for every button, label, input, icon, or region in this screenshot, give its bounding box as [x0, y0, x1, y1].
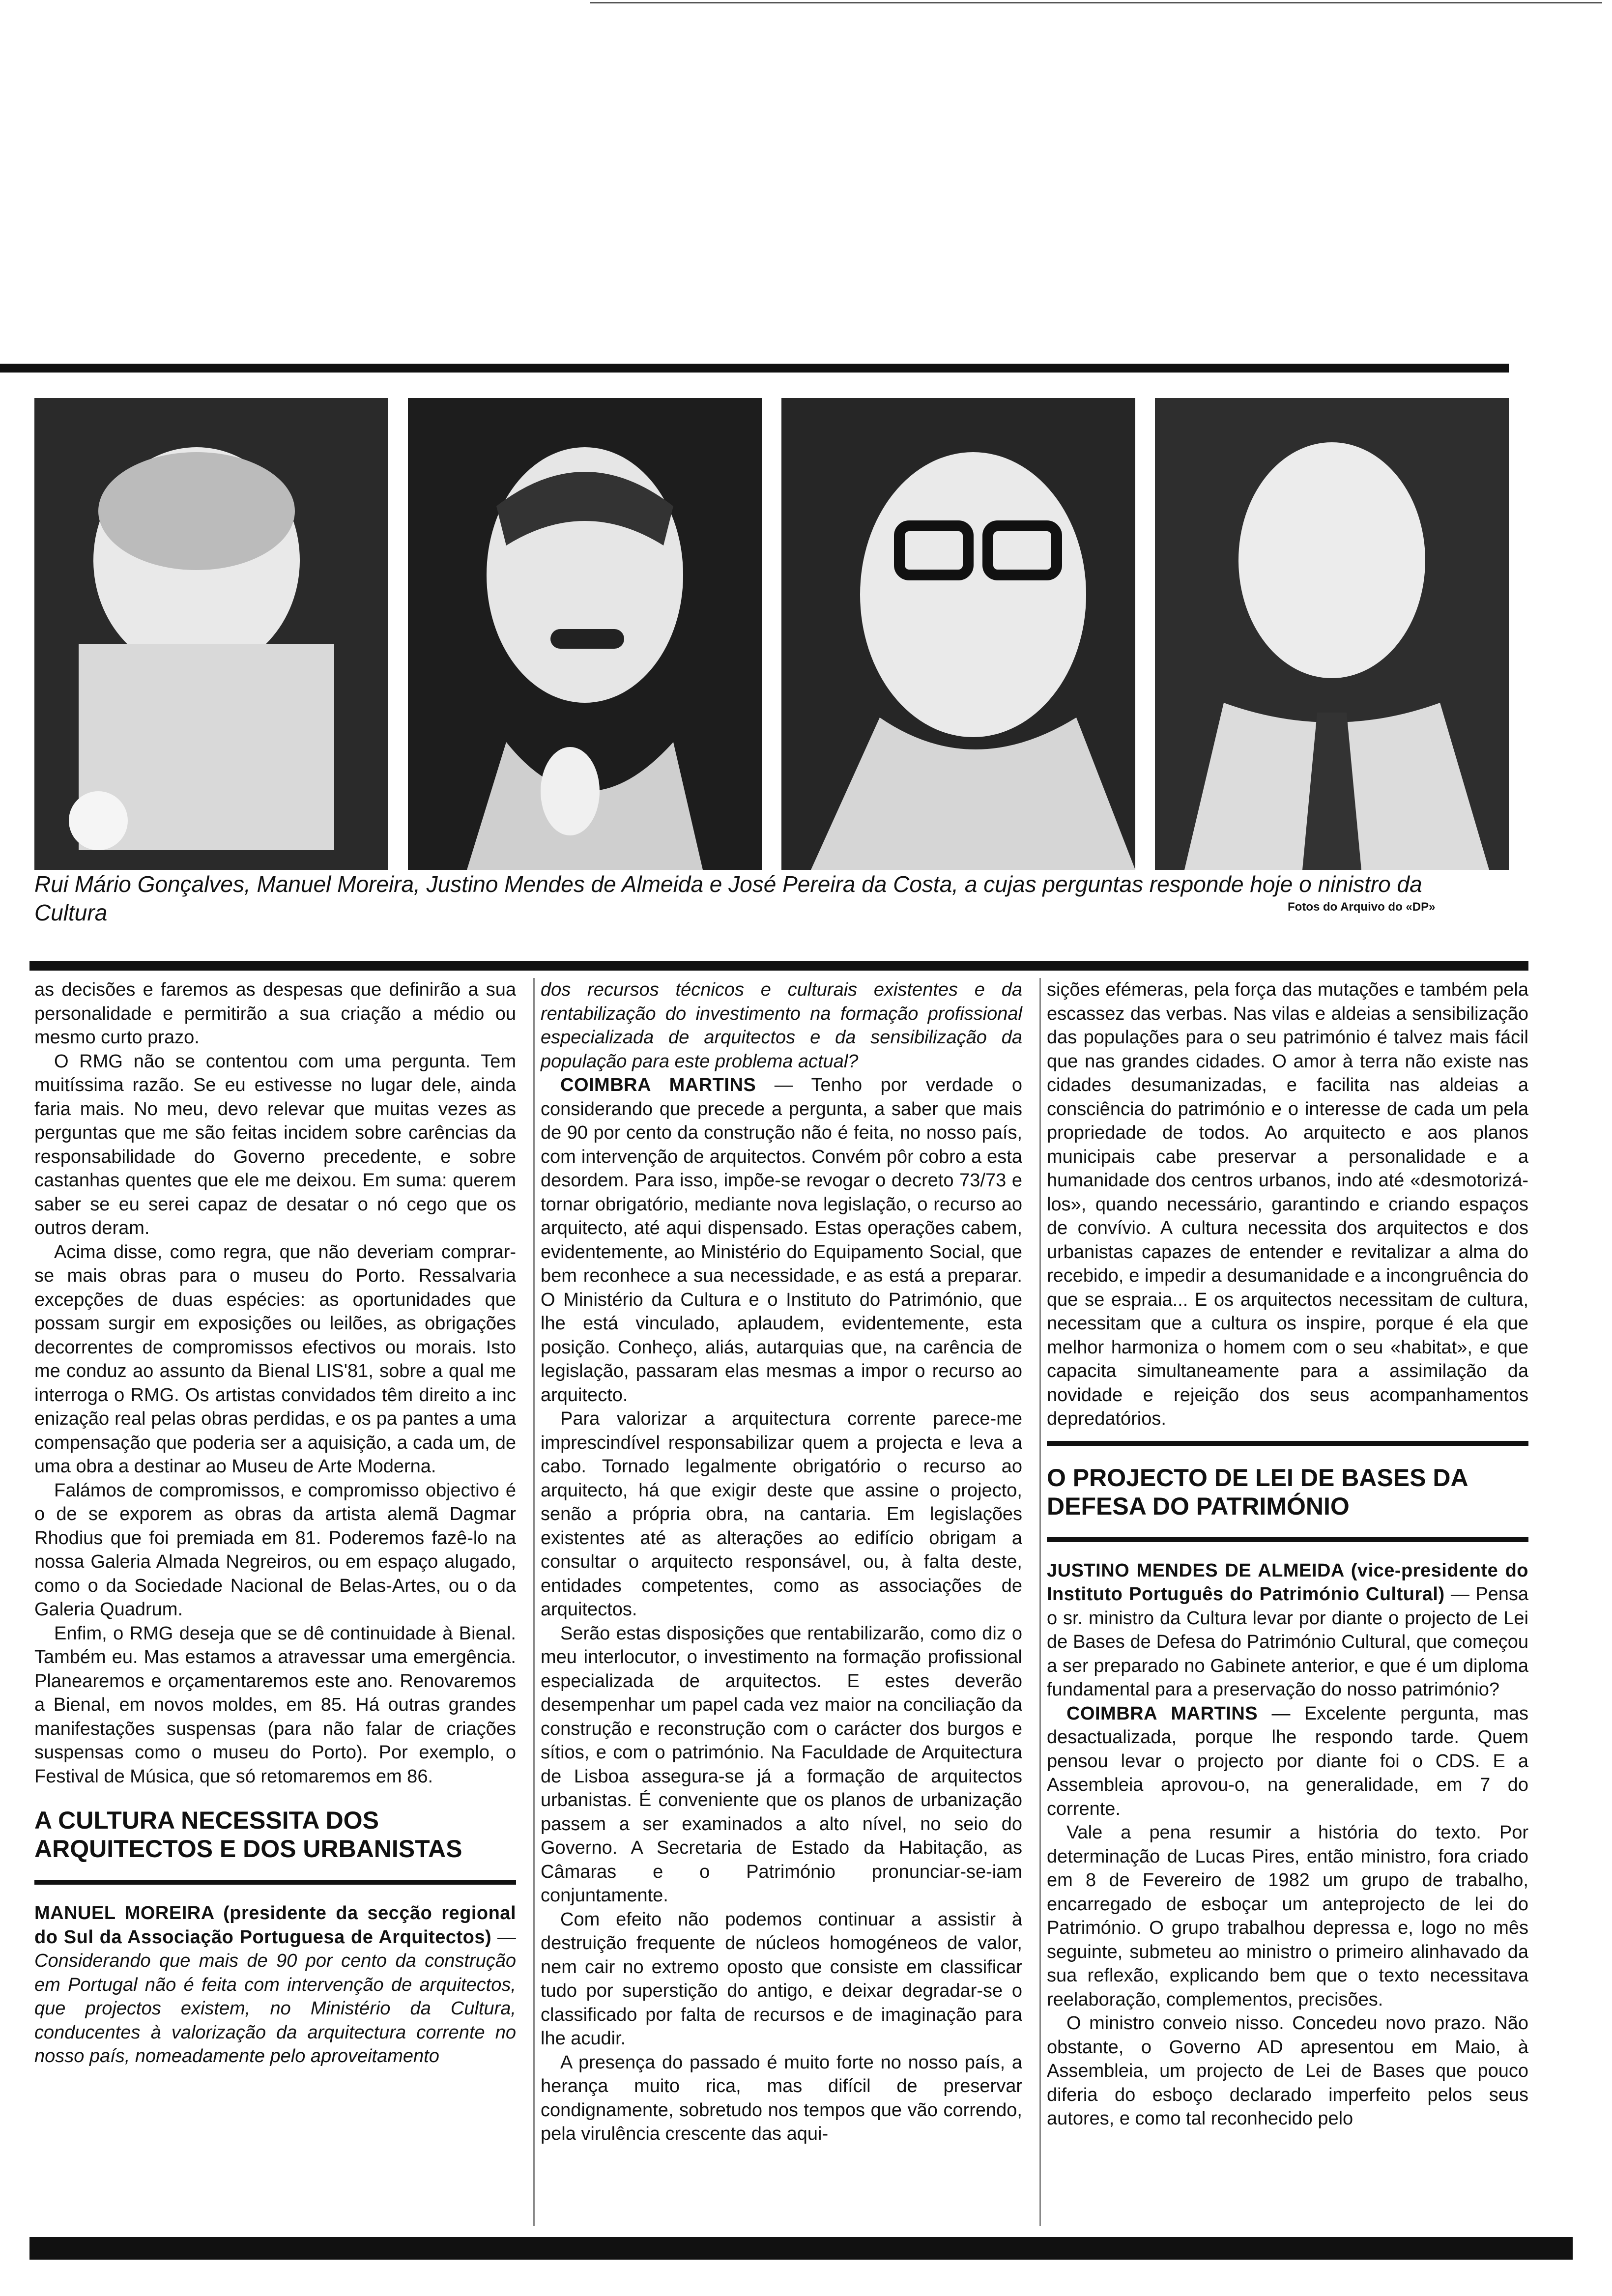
answer-paragraph — [1047, 1702, 1528, 1821]
paragraph: as decisões e faremos as despesas que definirão a sua personalidade e permitirão a sua criação a médio ou mesmo curto prazo. — [34, 979, 516, 1048]
paragraph: Falámos de compromissos, e compromisso objectivo é o de se exporem as obras da artista alemã Dagmar Rhodius que foi premiada em 81. Poderemos fazê-lo na nossa Galeria Almada Negreiros, ou em espaço alugado, como o da Sociedade Nacional de Belas-Artes, ou o da Galeria Quadrum. — [34, 1480, 516, 1620]
paragraph: Para valorizar a arquitectura corrente parece-me imprescindível responsabilizar quem a projecta e leva a cabo. Tornado legalmente obrigatório o recurso ao arquitecto, há que exigir deste que assine o projecto, senão a própria obra, na cantaria. Em legislações existentes até as alterações ao edifício obrigam a consultar o arquitecto responsável, ou, à falta deste, entidades competentes, como as associações de arquitectos. — [541, 1408, 1022, 1620]
question-paragraph — [34, 1901, 516, 2068]
paragraph: A presença do passado é muito forte no nosso país, a herança muito rica, mas difícil de preservar condignamente, sobretudo nos tempos que vão correndo, pela virulência crescente das aqui- — [541, 2052, 1022, 2144]
paragraph: Vale a pena resumir a história do texto. Por determinação de Lucas Pires, então ministro, fora criado em 8 de Fevereiro de 1982 um grupo de trabalho, encarregado de esboçar um anteprojecto de lei do Património. O grupo trabalhou depressa e, logo no mês seguinte, submeteu ao ministro o primeiro alinhavado da sua reflexão, explicando bem que o texto necessitava reelaboração, complementos, precisões. — [1047, 1822, 1528, 2010]
paragraph: O RMG não se contentou com uma pergunta. Tem muitíssima razão. Se eu estivesse no lugar dele, ainda faria mais. No meu, devo relevar que muitas vezes as perguntas que me são feitas incidem sobre carências da responsabilidade do Governo precedente, e sobre castanhas quentes que ele me deixou. Em suma: querem saber se eu serei capaz de desatar o nó cego que os outros deram. — [34, 1051, 516, 1238]
paragraph: Com efeito não podemos continuar a assistir à destruição frequente de núcleos homogéneos de valor, nem cair no extremo oposto que consiste em classificar tudo por superstição do antigo, e deixar degradar-se o classificado por falta de recursos e de imaginação para lhe acudir. — [541, 1909, 1022, 2049]
answer-text: — Excelente pergunta, mas desactualizada, porque lhe respondo tarde. Quem pensou levar o projecto por diante foi o CDS. E a Assembleia aprovou-o, na generalidade, em 7 do corrente. — [1047, 1703, 1528, 1819]
top-faint-line — [590, 2, 1602, 3]
column-divider — [1039, 978, 1041, 2226]
caption-rule — [29, 961, 1528, 971]
column-2 — [541, 978, 1022, 2146]
photo-manuel-moreira — [408, 398, 762, 870]
photo-jose-pereira-da-costa — [1155, 398, 1509, 870]
question-text: — Pensa o sr. ministro da Cultura levar por diante o projecto de Lei de Bases de Defesa do Património Cultural, que começou a ser preparado no Gabinete anterior, e que é um diploma fundamental para a preservação do nosso património? — [1047, 1584, 1528, 1700]
paragraph: Acima disse, como regra, que não deveriam comprar-se mais obras para o museu do Porto. Ressalvaria excepções de duas espécies: as oportunidades que possam surgir em exposições ou leilões, as obrigações decorrentes de compromissos efectivos ou morais. Isto me conduz ao assunto da Bienal LIS'81, sobre a qual me interroga o RMG. Os artistas convidados têm direito a inc enização real pelas obras perdidas, e os pa pantes a uma compensação que poderia ser a aquisição, a cada um, de uma obra a destinar ao Museu de Arte Moderna. — [34, 1241, 516, 1477]
column-3 — [1047, 978, 1528, 2131]
answer-text: — Tenho por verdade o considerando que precede a pergunta, a saber que mais de 90 por cento da construção não é feita, no nosso país, com intervenção de arquitectos. Convém pôr cobro a esta desordem. Para isso, impõe-se revogar o decreto 73/73 e tornar obrigatório, mediante nova legislação, o recurso ao arquitecto, até aqui dispensado. Estas operações cabem, evidentemente, ao Ministério do Equipamento Social, que bem reconhece a sua necessidade, e as está a preparar. O Ministério da Cultura e o Instituto do Património, que lhe está vinculado, aplaudem, evidentemente, esta posição. Conheço, aliás, autarquias que, na carência de legislação, passaram elas mesmas a impor o recurso ao arquitecto. — [541, 1075, 1022, 1406]
column-1 — [34, 978, 516, 2068]
paragraph: Enfim, o RMG deseja que se dê continuidade à Bienal. Também eu. Mas estamos a atravessar uma emergência. Planearemos e orçamentaremos este ano. Renovaremos a Bienal, em novos moldes, em 85. Há outras grandes manifestações suspensas (para não falar de criações suspensas como o museu do Porto). Por exemplo, o Festival de Música, que só retomaremos em 86. — [34, 1623, 516, 1787]
column-divider — [533, 978, 535, 2226]
photo-rui-mario-goncalves — [34, 398, 388, 870]
portrait-1 — [34, 398, 388, 870]
answer-speaker: COIMBRA MARTINS — [1066, 1703, 1258, 1724]
section-heading: A CULTURA NECESSITA DOS ARQUITECTOS E DOS URBANISTAS — [34, 1807, 462, 1863]
heading-bar — [1047, 1537, 1528, 1542]
portrait-4 — [1155, 398, 1509, 870]
photo-justino-mendes-de-almeida — [781, 398, 1135, 870]
paragraph: sições efémeras, pela força das mutações e também pela escassez das verbas. Nas vilas e aldeias a sensibilização das populações para o seu património é talvez mais fácil que nas grandes cidades. O amor à terra não existe nas cidades desumanizadas, e facilita nas aldeias a consciência do património e o interesse de cada um pela propriedade de todos. Ao arquitecto e aos planos municipais cabe preservar a personalidade e a humanidade dos centros urbanos, indo até «desmotorizá-los», quando necessário, garantindo e criando espaços de convívio. A cultura necessita dos arquitectos e dos urbanistas capazes de entender e revitalizar a alma do recebido, e impedir a desumanidade e a incongruência do que se espraia... E os arquitectos necessitam de cultura, necessitam que a cultura os inspire, porque é ela que melhor harmoniza o homem com o seu «habitat», e que capacita simultaneamente para a assimilação da novidade e rejeição dos seus acompanhamentos depredatórios. — [1047, 979, 1528, 1429]
heading-bar — [1047, 1441, 1528, 1446]
photo-caption: Rui Mário Gonçalves, Manuel Moreira, Justino Mendes de Almeida e José Pereira da Costa, a cujas perguntas responde hoje o ninistro da Cultura — [34, 871, 1422, 925]
answer-paragraph — [541, 1073, 1022, 1407]
question-speaker: JUSTINO MENDES DE ALMEIDA (vice-presidente do Instituto Português do Património Cultural) — [1047, 1560, 1528, 1605]
paragraph: Serão estas disposições que rentabilizarão, como diz o meu interlocutor, o investimento na formação profissional especializada de arquitectos. E estes deverão desempenhar um papel cada vez maior na conciliação da construção e reconstrução com o carácter dos burgos e sítios, e com o património. Na Faculdade de Arquitectura de Lisboa assegura-se já a formação de arquitectos urbanistas. É conveniente que os planos de urbanização passem a ser examinados a alto nível, no seio do Governo. A Secretaria de Estado da Habitação, as Câmaras e o Património pronunciar-se-iam conjuntamente. — [541, 1623, 1022, 1906]
section-heading: O PROJECTO DE LEI DE BASES DA DEFESA DO PATRIMÓNIO — [1047, 1464, 1468, 1520]
question-speaker: MANUEL MOREIRA (presidente da secção regional do Sul da Associação Portuguesa de Arquitectos) — [34, 1903, 516, 1948]
portrait-3 — [781, 398, 1135, 870]
question-paragraph — [1047, 1559, 1528, 1702]
photo-credit: Fotos do Arquivo do «DP» — [1288, 900, 1436, 914]
question-continuation: dos recursos técnicos e culturais existentes e da rentabilização do investimento na formação profissional especializada de arquitectos e da sensibilização da população para este problema actual? — [541, 979, 1022, 1072]
question-text: — Considerando que mais de 90 por cento da construção em Portugal não é feita com intervenção de arquitectos, que projectos existem, no Ministério da Cultura, conducentes à valorização da arquitectura corrente no nosso país, nomeadamente pelo aproveitamento — [34, 1926, 517, 2066]
top-rule — [0, 364, 1509, 373]
paragraph: O ministro conveio nisso. Concedeu novo prazo. Não obstante, o Governo AD apresentou em Maio, à Assembleia, um projecto de Lei de Bases que pouco diferia do esboço declarado imperfeito pelos seus autores, e como tal reconhecido pelo — [1047, 2013, 1528, 2129]
portrait-2 — [408, 398, 762, 870]
bottom-rule — [29, 2237, 1573, 2260]
answer-speaker: COIMBRA MARTINS — [560, 1075, 756, 1095]
heading-bar — [34, 1880, 516, 1885]
